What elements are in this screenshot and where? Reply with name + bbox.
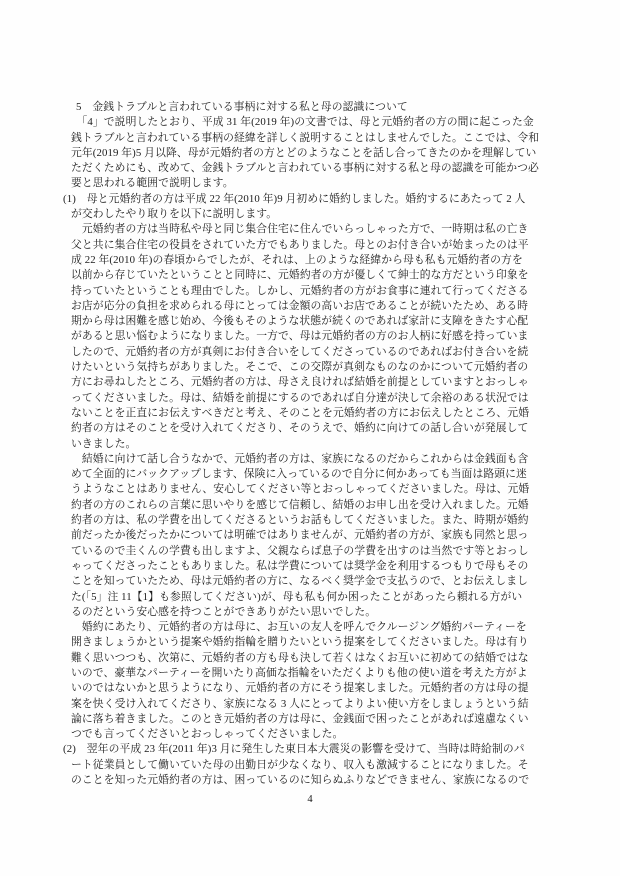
- text-line: が交わしたやり取りを以下に説明します。: [71, 208, 278, 221]
- body-text: [63, 100, 555, 788]
- text-line: ート従業員として働いていた母の出勤日が少なくなり、収入も激減することになりました。そ: [71, 758, 529, 771]
- text-line: いきました。: [71, 437, 137, 450]
- text-line: 開きましょうかという提案や婚約指輪を贈りたいという提案をしてくださいました。母は有り: [71, 636, 529, 649]
- text-line: 要と思われる範囲で説明します。: [71, 177, 234, 190]
- text-line: ゃってくださったこともありました。私は学費については奨学金を利用するつもりで母もその: [71, 559, 529, 572]
- text-line: (1) 母と元婚約者の方は平成 22 年(2010 年)9 月初めに婚約しました。婚約するにあたって 2 人: [63, 192, 526, 205]
- text-line: 持っていたということも理由でした。しかし、元婚約者の方がお食事に連れて行ってくださる: [71, 284, 529, 297]
- text-line: 元婚約者の方は当時私や母と同じ集合住宅に住んでいらっしゃった方で、一時期は私の亡き: [71, 223, 529, 236]
- text-line: 「4」で説明したとおり、平成 31 年(2019 年)の文書では、母と元婚約者の方の間に起こった金: [71, 116, 534, 129]
- text-line: るのだという安心感を持つことができありがたい思いでした。: [71, 605, 377, 618]
- text-line: た(「5」注 11【1】も参照してください)が、母も私も何か困ったことがあったら頼れる方がい: [71, 590, 523, 603]
- text-line: けたいという気持ちがありました。そこで、この交際が真剣なものなのかについて元婚約者の: [71, 361, 529, 374]
- text-line: 父と共に集合住宅の役員をされていた方でもありました。母とのお付き合いが始まったのは平: [71, 238, 529, 251]
- text-line: したので、元婚約者の方が真剣にお付き合いをしてくださっているのであればお付き合いを続: [71, 345, 529, 358]
- text-line: ただくためにも、改めて、金銭トラブルと言われている事柄に対する私と母の認識を可能かつ必: [71, 162, 539, 175]
- text-line: のことを知った元婚約者の方は、困っているのに知らぬふりなどできません、家族になるので: [71, 774, 530, 787]
- text-line: ことを知っていたため、母は元婚約者の方に、なるべく奨学金で支払うので、とお伝えしまし: [71, 575, 529, 588]
- text-line: 約者の方は、私の学費を出してくださるというお話もしてくださいました。また、時期が婚約: [71, 514, 529, 527]
- page-number: 4: [307, 794, 313, 805]
- text-line: 元年(2019 年)5 月以降、母が元婚約者の方とどのようなことを話し合ってきたのかを理解してい: [71, 146, 537, 159]
- text-line: いのではないかと思うようになり、元婚約者の方にそう提案しました。元婚約者の方は母の提: [71, 682, 529, 695]
- text-line: 銭トラブルと言われている事柄の経緯を詳しく説明することはしませんでした。ここでは、令和: [71, 131, 540, 144]
- text-line: 以前から存じていたということと同時に、元婚約者の方が優しくて紳士的な方だという印象を: [71, 269, 529, 282]
- text-line: ってくださいました。母は、結婚を前提にするのであれば自分達が決して余裕のある状況では: [71, 391, 529, 404]
- text-line: 5 金銭トラブルと言われている事柄に対する私と母の認識について: [76, 101, 408, 113]
- text-line: 成 22 年(2010 年)の春頃からでしたが、それは、上のような経緯から母も私も元婚約者の方を: [71, 253, 523, 266]
- text-line: いので、豪華なパーティーを開いたり高価な指輪をいただくよりも他の使い道を考えた方がよ: [71, 666, 528, 679]
- text-line: 案を快く受け入れてくださり、家族になる 3 人にとってよりよい使い方をしましょうという結: [71, 697, 529, 710]
- text-line: 約者の方はそのことを受け入れてくださり、そのうえで、婚約に向けての話し合いが発展して: [71, 422, 529, 435]
- text-line: 約者の方のこれらの言葉に思いやりを感じて信頼し、結婚のお申し出を受け入れました。元婚: [71, 498, 529, 511]
- text-line: ているので圭くんの学費も出しますよ、父親ならば息子の学費を出すのは当然です等とおっし: [71, 544, 529, 557]
- text-line: があると思い悩むようになりました。一方で、母は元婚約者の方のお人柄に好感を持っていま: [71, 330, 529, 343]
- text-line: 結婚に向けて話し合うなかで、元婚約者の方は、家族になるのだからこれからは金銭面も含: [71, 452, 529, 465]
- text-line: 難く思いつつも、次第に、元婚約者の方も母も決して若くはなくお互いに初めての結婚ではな: [71, 651, 529, 664]
- text-line: 論に落ち着きました。このとき元婚約者の方は母に、金銭面で困ったことがあれば遠慮なくい: [71, 712, 529, 725]
- text-line: (2) 翌年の平成 23 年(2011 年)3 月に発生した東日本大震災の影響を受けて、当時は時給制のパ: [63, 743, 525, 756]
- text-line: 婚約にあたり、元婚約者の方は母に、お互いの友人を呼んでクルージング婚約パーティーを: [71, 621, 527, 634]
- text-line: 期から母は困難を感じ始め、今後もそのような状態が続くのであれば家計に支障をきたす心配: [71, 315, 529, 328]
- text-line: めて全面的にバックアップします、保険に入っているので自分に何かあっても当面は路頭に迷: [71, 468, 527, 481]
- text-line: お店が応分の負担を求められる母にとっては金額の高いお店であることが続いたため、ある時: [71, 299, 529, 312]
- text-line: 前だったか後だったかについては明確ではありませんが、元婚約者の方が、家族も同然と思っ: [71, 529, 529, 542]
- text-line: うようなことはありません、安心してください等とおっしゃってくださいました。母は、元婚: [71, 483, 530, 496]
- text-line: ないことを正直にお伝えすべきだと考え、そのことを元婚約者の方にお伝えしたところ、元婚: [71, 406, 530, 419]
- text-line: 方にお尋ねしたところ、元婚約者の方は、母さえ良ければ結婚を前提としていますとおっしゃ: [71, 376, 529, 389]
- text-line: つでも言ってくださいとおっしゃってくださいました。: [71, 728, 344, 741]
